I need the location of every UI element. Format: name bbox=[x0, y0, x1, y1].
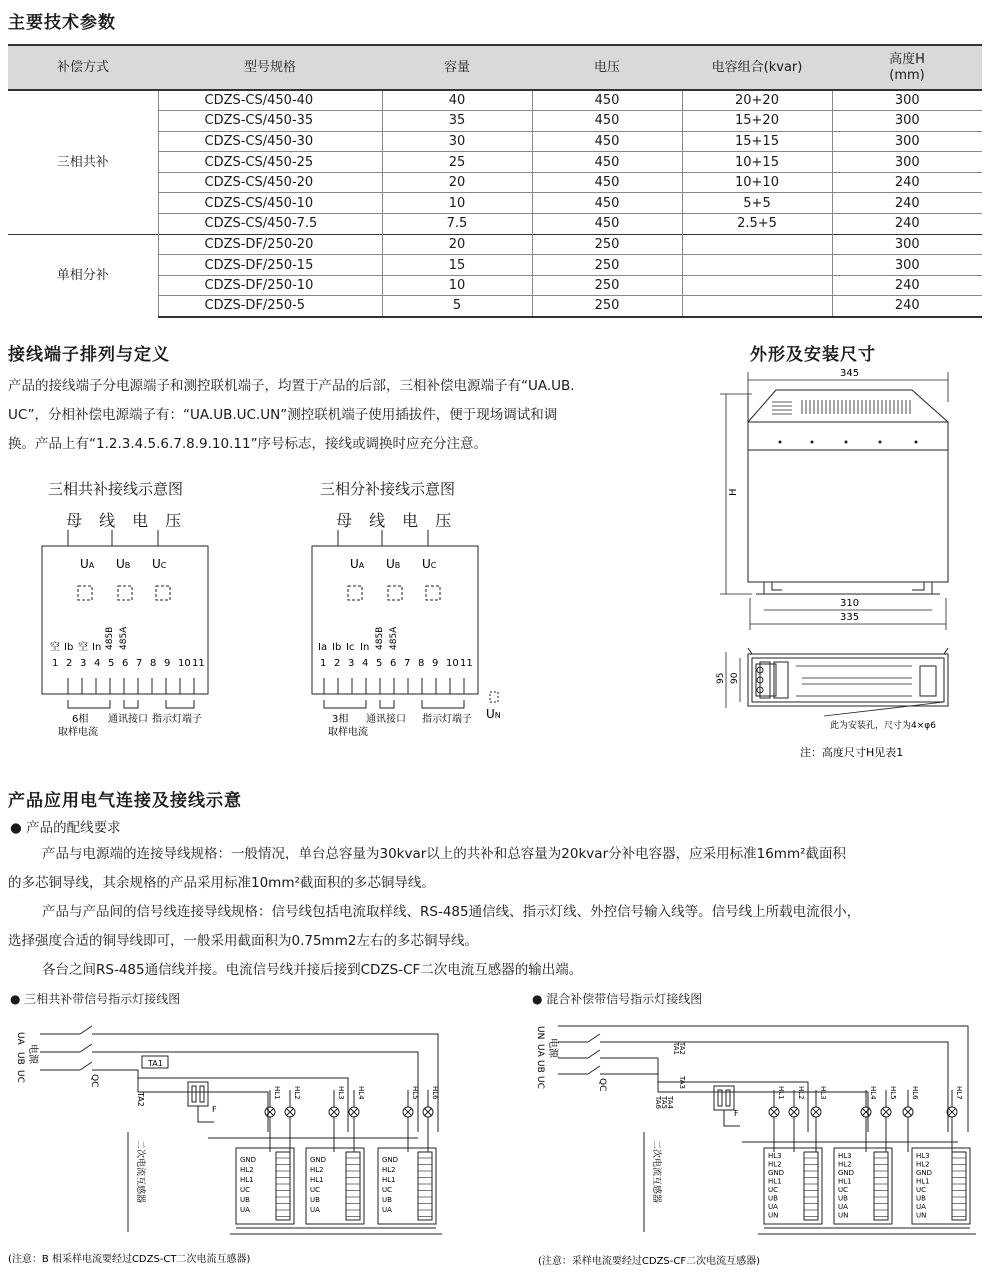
header-capacity: 容量 bbox=[382, 45, 532, 90]
terminal-number: 10 bbox=[178, 658, 191, 669]
spec-cell: 240 bbox=[832, 193, 982, 214]
spec-mode-cell: 单相分补 bbox=[8, 234, 158, 316]
spec-cell: CDZS-CS/450-25 bbox=[158, 152, 382, 173]
dim-h: H bbox=[728, 488, 739, 496]
unit-terminal-label: GND bbox=[838, 1169, 855, 1177]
spec-cell: CDZS-CS/450-40 bbox=[158, 90, 382, 111]
wr-ta3: TA3 bbox=[678, 1076, 686, 1089]
wiring-right-diagram bbox=[528, 1012, 983, 1267]
wl-source: 电源 bbox=[27, 1044, 38, 1064]
left-label-485a: 485A bbox=[119, 626, 129, 650]
dimension-drawing bbox=[712, 362, 982, 762]
spec-cell: 40 bbox=[382, 90, 532, 111]
spec-cell: 15 bbox=[382, 255, 532, 276]
left-terminal-numbers bbox=[52, 658, 205, 669]
terminal-number: 10 bbox=[446, 658, 459, 669]
spec-cell: 450 bbox=[532, 193, 682, 214]
terminal-number: 7 bbox=[136, 658, 143, 669]
terminal-line-1: 产品的接线端子分电源端子和测控联机端子，均置于产品的后部，三相补偿电源端子有“UA.UB. bbox=[8, 378, 575, 394]
unit-terminal-label: HL2 bbox=[240, 1166, 254, 1174]
requirements-text bbox=[8, 840, 983, 985]
req-p2a: 产品与产品间的信号线连接导线规格：信号线包括电流取样线、RS-485通信线、指示灯线、外控信号输入线等。信号线上所载电流很小， bbox=[42, 904, 861, 920]
right-un-label: UN bbox=[486, 707, 501, 721]
right-bus-label: 母 线 电 压 bbox=[336, 511, 458, 530]
spec-cell bbox=[682, 275, 832, 296]
spec-section-title: 主要技术参数 bbox=[8, 13, 116, 33]
wr-note: (注意：采样电流要经过CDZS-CF二次电流互感器) bbox=[538, 1256, 761, 1267]
spec-cell: 2.5+5 bbox=[682, 214, 832, 235]
terminal-number: 11 bbox=[192, 658, 205, 669]
spec-cell: CDZS-CS/450-20 bbox=[158, 172, 382, 193]
dim-95: 95 bbox=[716, 672, 726, 684]
right-label-4: In bbox=[360, 642, 370, 653]
unit-terminal-label: HL3 bbox=[768, 1152, 782, 1160]
wr-f: F bbox=[734, 1109, 739, 1118]
wr-ta4: TA4 bbox=[666, 1096, 674, 1109]
terminal-section-title: 接线端子排列与定义 bbox=[8, 345, 170, 365]
unit-terminal-label: UC bbox=[310, 1186, 321, 1194]
wl-f: F bbox=[212, 1105, 217, 1114]
wl-ta2: TA2 bbox=[136, 1092, 145, 1107]
unit-terminal-label: GND bbox=[916, 1169, 933, 1177]
vent-slots bbox=[772, 400, 910, 414]
terminal-number: 6 bbox=[390, 658, 397, 669]
left-group-lamp: 指示灯端子 bbox=[152, 714, 202, 725]
left-group-comm: 通讯接口 bbox=[108, 714, 148, 725]
lamp-label: HL2 bbox=[293, 1086, 301, 1100]
wl-lamps bbox=[265, 1086, 439, 1152]
terminal-number: 3 bbox=[348, 658, 355, 669]
lamp-label: HL6 bbox=[431, 1086, 439, 1100]
spec-mode-cell: 三相共补 bbox=[8, 90, 158, 234]
dim-310: 310 bbox=[840, 598, 860, 609]
wr-ta1: TA1 bbox=[672, 1042, 680, 1055]
left-terminal-diagram bbox=[40, 530, 220, 740]
spec-row bbox=[8, 234, 982, 255]
unit-terminal-label: HL1 bbox=[382, 1176, 396, 1184]
left-phase-ub: UB bbox=[116, 557, 131, 571]
unit-terminal-label: GND bbox=[240, 1156, 257, 1164]
left-bus-label: 母 线 电 压 bbox=[66, 511, 188, 530]
right-label-1: Ia bbox=[318, 642, 328, 653]
right-group-sampling: 3相 bbox=[332, 714, 349, 725]
spec-cell: 450 bbox=[532, 172, 682, 193]
wiring-right-title: ● 混合补偿带信号指示灯接线图 bbox=[532, 992, 703, 1006]
wr-ct: 二次电流互感器 bbox=[651, 1140, 661, 1204]
unit-terminal-label: UA bbox=[382, 1206, 392, 1214]
right-terminal-numbers bbox=[320, 658, 473, 669]
terminal-number: 5 bbox=[376, 658, 383, 669]
spec-cell: 20+20 bbox=[682, 90, 832, 111]
terminal-number: 7 bbox=[404, 658, 411, 669]
unit-terminal-label: UB bbox=[768, 1194, 778, 1203]
spec-cell: CDZS-DF/250-15 bbox=[158, 255, 382, 276]
left-group-sampling-2: 取样电流 bbox=[58, 727, 98, 738]
spec-cell: 250 bbox=[532, 234, 682, 255]
wr-ub: UB bbox=[535, 1060, 545, 1073]
spec-cell: 10 bbox=[382, 275, 532, 296]
unit-terminal-label: UB bbox=[838, 1194, 848, 1203]
unit-terminal-label: UA bbox=[916, 1203, 926, 1211]
spec-cell bbox=[682, 255, 832, 276]
spec-cell: 7.5 bbox=[382, 214, 532, 235]
spec-cell: 450 bbox=[532, 152, 682, 173]
right-phase-ub: UB bbox=[386, 557, 401, 571]
unit-terminal-label: HL1 bbox=[916, 1177, 930, 1186]
spec-cell: 5+5 bbox=[682, 193, 832, 214]
right-label-3: Ic bbox=[346, 642, 355, 653]
unit-terminal-label: UB bbox=[382, 1196, 392, 1204]
spec-cell: 30 bbox=[382, 131, 532, 152]
lamp-label: HL3 bbox=[337, 1086, 345, 1100]
dim-90: 90 bbox=[730, 672, 740, 684]
unit-terminal-label: UN bbox=[768, 1211, 779, 1220]
spec-cell: 240 bbox=[832, 275, 982, 296]
terminal-number: 2 bbox=[66, 658, 73, 669]
unit-terminal-label: UC bbox=[768, 1186, 779, 1194]
left-label-2: Ib bbox=[64, 642, 74, 653]
unit-terminal-label: UA bbox=[768, 1203, 778, 1211]
unit-terminal-label: UA bbox=[240, 1206, 250, 1214]
unit-terminal-label: HL3 bbox=[838, 1152, 852, 1160]
left-label-1: 空 bbox=[50, 642, 60, 653]
spec-cell: 10+10 bbox=[682, 172, 832, 193]
dims-section-title: 外形及安装尺寸 bbox=[750, 345, 876, 365]
wr-uc: UC bbox=[535, 1076, 545, 1089]
unit-terminal-label: UC bbox=[240, 1186, 251, 1194]
spec-cell: 20 bbox=[382, 234, 532, 255]
wr-units bbox=[758, 1148, 976, 1234]
unit-terminal-label: HL1 bbox=[838, 1177, 852, 1186]
spec-cell: 20 bbox=[382, 172, 532, 193]
terminal-number: 8 bbox=[418, 658, 425, 669]
spec-cell: 300 bbox=[832, 131, 982, 152]
lamp-label: HL4 bbox=[869, 1086, 877, 1100]
spec-cell: CDZS-DF/250-5 bbox=[158, 296, 382, 317]
wl-ub: UB bbox=[15, 1052, 25, 1065]
spec-cell: 250 bbox=[532, 296, 682, 317]
terminal-number: 4 bbox=[362, 658, 369, 669]
wl-uc: UC bbox=[15, 1070, 25, 1083]
right-group-sampling-2: 取样电流 bbox=[328, 727, 368, 738]
terminal-number: 6 bbox=[122, 658, 129, 669]
wr-ta5: TA5 bbox=[660, 1096, 668, 1109]
unit-terminal-label: HL2 bbox=[768, 1160, 782, 1169]
header-voltage: 电压 bbox=[532, 45, 682, 90]
right-group-comm: 通讯接口 bbox=[366, 714, 406, 725]
unit-terminal-label: HL1 bbox=[240, 1176, 254, 1184]
unit-terminal-label: HL2 bbox=[838, 1160, 852, 1169]
req-p1a: 产品与电源端的连接导线规格：一般情况，单台总容量为30kvar以上的共补和总容量为20kvar分补电容器，应采用标准16mm²截面积 bbox=[42, 846, 847, 862]
spec-cell: CDZS-DF/250-20 bbox=[158, 234, 382, 255]
left-terminal-title: 三相共补接线示意图 bbox=[48, 480, 184, 498]
spec-cell: 240 bbox=[832, 296, 982, 317]
right-group-lamp: 指示灯端子 bbox=[422, 714, 472, 725]
unit-terminal-label: UC bbox=[916, 1186, 927, 1194]
unit-terminal-label: UA bbox=[310, 1206, 320, 1214]
lamp-label: HL5 bbox=[889, 1086, 897, 1100]
header-height: 高度H (mm) bbox=[832, 45, 982, 90]
right-label-485b: 485B bbox=[375, 626, 385, 650]
lamp-label: HL6 bbox=[911, 1086, 919, 1100]
terminal-description bbox=[8, 372, 658, 459]
spec-cell: 450 bbox=[532, 131, 682, 152]
terminal-number: 1 bbox=[52, 658, 59, 669]
spec-cell: 25 bbox=[382, 152, 532, 173]
req-p1b: 的多芯铜导线，其余规格的产品采用标准10mm²截面积的多芯铜导线。 bbox=[8, 875, 435, 891]
unit-terminal-label: GND bbox=[310, 1156, 327, 1164]
unit-terminal-label: UN bbox=[916, 1211, 927, 1220]
spec-cell: 300 bbox=[832, 255, 982, 276]
unit-terminal-label: UC bbox=[838, 1186, 849, 1194]
wl-ta1: TA1 bbox=[148, 1059, 163, 1068]
unit-terminal-label: GND bbox=[768, 1169, 785, 1177]
header-combination: 电容组合(kvar) bbox=[682, 45, 832, 90]
right-label-2: Ib bbox=[332, 642, 342, 653]
left-label-485b: 485B bbox=[105, 626, 115, 650]
terminal-number: 4 bbox=[94, 658, 101, 669]
spec-cell: 240 bbox=[832, 172, 982, 193]
wl-note: (注意：B 相采样电流要经过CDZS-CT二次电流互感器) bbox=[8, 1254, 251, 1265]
right-phase-uc: UC bbox=[422, 557, 437, 571]
lamp-label: HL4 bbox=[357, 1086, 365, 1100]
spec-cell: 10+15 bbox=[682, 152, 832, 173]
spec-cell: CDZS-CS/450-35 bbox=[158, 111, 382, 132]
wiring-left-diagram bbox=[8, 1012, 458, 1267]
app-section-title: 产品应用电气连接及接线示意 bbox=[8, 791, 242, 811]
unit-terminal-label: UN bbox=[838, 1211, 849, 1220]
wiring-left-title: ● 三相共补带信号指示灯接线图 bbox=[10, 992, 181, 1006]
header-model: 型号规格 bbox=[158, 45, 382, 90]
dim-345: 345 bbox=[840, 368, 860, 379]
left-label-4: In bbox=[92, 642, 102, 653]
spec-cell: CDZS-DF/250-10 bbox=[158, 275, 382, 296]
unit-terminal-label: UB bbox=[240, 1196, 250, 1204]
wl-units bbox=[230, 1148, 442, 1234]
left-phase-ua: UA bbox=[80, 557, 95, 571]
right-label-485a: 485A bbox=[389, 626, 399, 650]
spec-cell: 300 bbox=[832, 152, 982, 173]
terminal-number: 11 bbox=[460, 658, 473, 669]
wl-qc: QC bbox=[89, 1074, 99, 1088]
terminal-number: 2 bbox=[334, 658, 341, 669]
spec-cell: 15+15 bbox=[682, 131, 832, 152]
wr-ua: UA bbox=[535, 1044, 545, 1057]
lamp-label: HL5 bbox=[411, 1086, 419, 1100]
spec-cell: 450 bbox=[532, 90, 682, 111]
spec-cell: 15+20 bbox=[682, 111, 832, 132]
terminal-line-2: UC”，分相补偿电源端子有：“UA.UB.UC.UN”测控联机端子使用插拔件，便于现场调试和调 bbox=[8, 407, 558, 423]
wr-ta6: TA6 bbox=[654, 1096, 662, 1109]
spec-cell: 450 bbox=[532, 214, 682, 235]
unit-terminal-label: HL1 bbox=[310, 1176, 324, 1184]
lamp-label: HL1 bbox=[777, 1086, 785, 1100]
header-mode: 补偿方式 bbox=[8, 45, 158, 90]
spec-cell: 240 bbox=[832, 214, 982, 235]
unit-terminal-label: HL2 bbox=[310, 1166, 324, 1174]
requirements-bullet: ● 产品的配线要求 bbox=[10, 820, 121, 836]
terminal-number: 9 bbox=[164, 658, 171, 669]
left-group-sampling: 6相 bbox=[72, 714, 89, 725]
unit-terminal-label: UB bbox=[916, 1194, 926, 1203]
wr-qc: QC bbox=[597, 1078, 607, 1092]
lamp-label: HL1 bbox=[273, 1086, 281, 1100]
right-terminal-title: 三相分补接线示意图 bbox=[320, 480, 456, 498]
req-p3: 各台之间RS-485通信线并接。电流信号线并接后接到CDZS-CF二次电流互感器的输出端。 bbox=[42, 962, 583, 978]
wr-source: 电源 bbox=[547, 1038, 558, 1058]
spec-cell: 10 bbox=[382, 193, 532, 214]
terminal-number: 5 bbox=[108, 658, 115, 669]
unit-terminal-label: HL1 bbox=[768, 1177, 782, 1186]
spec-cell bbox=[682, 234, 832, 255]
unit-terminal-label: UB bbox=[310, 1196, 320, 1204]
right-phase-ua: UA bbox=[350, 557, 365, 571]
spec-cell: 300 bbox=[832, 111, 982, 132]
left-phase-uc: UC bbox=[152, 557, 167, 571]
spec-cell bbox=[682, 296, 832, 317]
spec-table-header bbox=[8, 45, 982, 90]
unit-terminal-label: HL2 bbox=[916, 1160, 930, 1169]
spec-cell: 250 bbox=[532, 275, 682, 296]
left-label-3: 空 bbox=[78, 642, 88, 653]
right-terminal-diagram bbox=[310, 530, 520, 740]
req-p2b: 选择强度合适的铜导线即可，一般采用截面积为0.75mm2左右的多芯铜导线。 bbox=[8, 933, 478, 949]
unit-terminal-label: GND bbox=[382, 1156, 399, 1164]
terminal-number: 3 bbox=[80, 658, 87, 669]
spec-cell: 300 bbox=[832, 90, 982, 111]
terminal-number: 8 bbox=[150, 658, 157, 669]
spec-cell: 450 bbox=[532, 111, 682, 132]
wl-ct: 二次电流互感器 bbox=[135, 1140, 145, 1204]
unit-terminal-label: UC bbox=[382, 1186, 393, 1194]
terminal-number: 9 bbox=[432, 658, 439, 669]
spec-cell: CDZS-CS/450-7.5 bbox=[158, 214, 382, 235]
spec-row bbox=[8, 90, 982, 111]
spec-cell: 300 bbox=[832, 234, 982, 255]
unit-terminal-label: HL2 bbox=[382, 1166, 396, 1174]
spec-table bbox=[8, 44, 982, 318]
spec-cell: CDZS-CS/450-30 bbox=[158, 131, 382, 152]
lamp-label: HL3 bbox=[819, 1086, 827, 1100]
dim-335: 335 bbox=[840, 612, 860, 623]
spec-cell: 250 bbox=[532, 255, 682, 276]
unit-terminal-label: HL3 bbox=[916, 1152, 930, 1160]
spec-cell: 5 bbox=[382, 296, 532, 317]
terminal-number: 1 bbox=[320, 658, 327, 669]
wr-ta2: TA2 bbox=[678, 1042, 686, 1055]
spec-cell: 35 bbox=[382, 111, 532, 132]
dim-note: 注：高度尺寸H见表1 bbox=[800, 746, 904, 759]
wr-un: UN bbox=[535, 1026, 545, 1040]
unit-terminal-label: UA bbox=[838, 1203, 848, 1211]
lamp-label: HL2 bbox=[797, 1086, 805, 1100]
lamp-label: HL7 bbox=[955, 1086, 963, 1100]
wl-ua: UA bbox=[15, 1032, 25, 1045]
dim-hole-note: 此为安装孔，尺寸为4×φ6 bbox=[830, 721, 936, 731]
spec-cell: CDZS-CS/450-10 bbox=[158, 193, 382, 214]
terminal-line-3: 换。产品上有“1.2.3.4.5.6.7.8.9.10.11”序号标志，接线或调换时应充分注意。 bbox=[8, 436, 488, 452]
